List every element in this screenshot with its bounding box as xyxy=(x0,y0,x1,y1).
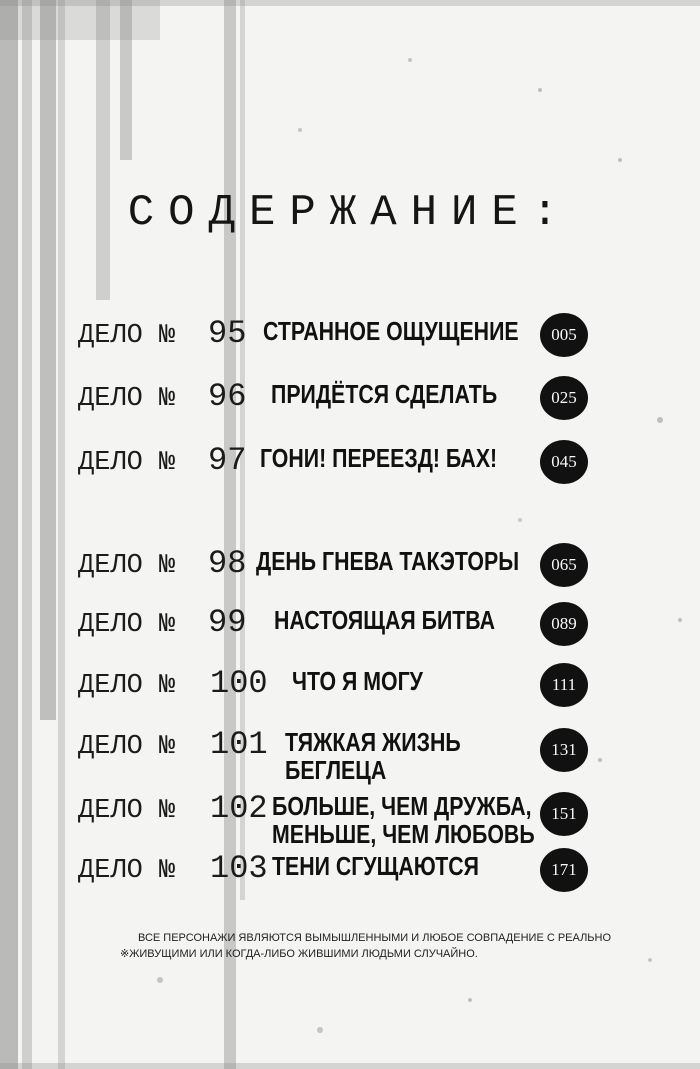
toc-entry xyxy=(78,313,678,363)
case-label: ДЕЛО № xyxy=(78,856,176,886)
case-number: 96 xyxy=(208,378,247,415)
chapter-title-line: ДЕНЬ ГНЕВА ТАКЭТОРЫ xyxy=(256,546,520,576)
page-number-badge: 005 xyxy=(540,313,588,357)
page-number-badge: 151 xyxy=(540,792,588,836)
chapter-title-line: БЕГЛЕЦА xyxy=(285,755,387,785)
toc-entry xyxy=(78,663,678,713)
case-label: ДЕЛО № xyxy=(78,732,176,762)
disclaimer-line-1: ВСЕ ПЕРСОНАЖИ ЯВЛЯЮТСЯ ВЫМЫШЛЕННЫМИ И ЛЮБОЕ СОВПАДЕНИЕ С РЕАЛЬНО xyxy=(138,932,612,944)
case-label: ДЕЛО № xyxy=(78,796,176,826)
chapter-title-line: ЧТО Я МОГУ xyxy=(292,666,423,696)
disclaimer-line-2: ※ЖИВУЩИМИ ИЛИ КОГДА-ЛИБО ЖИВШИМИ ЛЮДЬМИ СЛУЧАЙНО. xyxy=(120,948,478,960)
toc-heading: СОДЕРЖАНИЕ: xyxy=(127,188,573,238)
chapter-title-line: ГОНИ! ПЕРЕЕЗД! БАХ! xyxy=(260,443,498,473)
case-number: 98 xyxy=(208,545,247,582)
case-number: 100 xyxy=(210,665,268,702)
case-label: ДЕЛО № xyxy=(78,448,176,478)
chapter-title xyxy=(263,317,519,345)
toc-entry xyxy=(78,788,678,849)
disclaimer xyxy=(120,930,612,962)
case-label: ДЕЛО № xyxy=(78,610,176,640)
case-number: 95 xyxy=(208,315,247,352)
toc-entry xyxy=(78,848,678,898)
chapter-title-line: МЕНЬШЕ, ЧЕМ ЛЮБОВЬ xyxy=(272,819,535,849)
chapter-title-line: БОЛЬШЕ, ЧЕМ ДРУЖБА, xyxy=(272,791,532,821)
chapter-title xyxy=(285,728,461,784)
page-number-badge: 171 xyxy=(540,848,588,892)
chapter-title-line: НАСТОЯЩАЯ БИТВА xyxy=(274,605,496,635)
chapter-title-line: СТРАННОЕ ОЩУЩЕНИЕ xyxy=(263,316,519,346)
toc-entry xyxy=(78,543,678,593)
toc-entry xyxy=(78,376,678,426)
toc-entry xyxy=(78,440,678,490)
page-number-badge: 025 xyxy=(540,376,588,420)
case-number: 101 xyxy=(210,726,268,763)
chapter-title xyxy=(272,852,479,880)
chapter-title xyxy=(256,547,519,575)
case-label: ДЕЛО № xyxy=(78,551,176,581)
page-number-badge: 089 xyxy=(540,602,588,646)
page-number-badge: 131 xyxy=(540,728,588,772)
chapter-title-line: ПРИДЁТСЯ СДЕЛАТЬ xyxy=(271,379,498,409)
chapter-title xyxy=(274,606,495,634)
page-number-badge: 045 xyxy=(540,440,588,484)
case-number: 103 xyxy=(210,850,268,887)
page-number-badge: 065 xyxy=(540,543,588,587)
case-label: ДЕЛО № xyxy=(78,321,176,351)
page-number-badge: 111 xyxy=(540,663,588,707)
chapter-title xyxy=(260,444,497,472)
case-number: 97 xyxy=(208,442,247,479)
chapter-title-line: ТЯЖКАЯ ЖИЗНЬ xyxy=(285,727,461,757)
case-number: 99 xyxy=(208,604,247,641)
case-label: ДЕЛО № xyxy=(78,671,176,701)
chapter-title xyxy=(292,667,423,695)
toc-entry xyxy=(78,602,678,652)
case-label: ДЕЛО № xyxy=(78,384,176,414)
chapter-title xyxy=(271,380,497,408)
toc-entry xyxy=(78,724,678,785)
chapter-title xyxy=(272,792,535,848)
case-number: 102 xyxy=(210,790,268,827)
chapter-title-line: ТЕНИ СГУЩАЮТСЯ xyxy=(272,851,479,881)
